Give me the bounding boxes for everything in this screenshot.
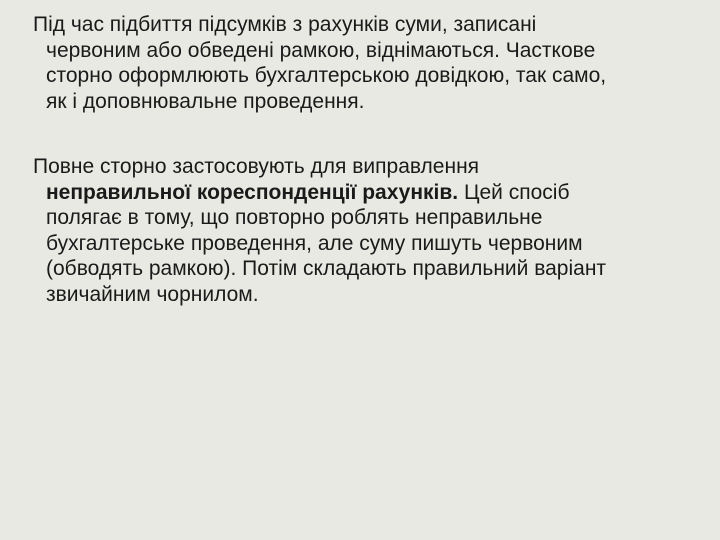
- paragraph-partial-storno: [33, 12, 701, 114]
- text-line: як і доповнювальне проведення.: [46, 89, 365, 113]
- text-line: бухгалтерське проведення, але суму пишуть червоним: [46, 231, 583, 255]
- text-fragment: Цей спосіб: [458, 180, 570, 204]
- text-line: червоним або обведені рамкою, віднімаються. Часткове: [46, 38, 596, 62]
- text-line: звичайним чорнилом.: [46, 282, 259, 306]
- text-line: [33, 180, 701, 206]
- text-line: (обводять рамкою). Потім складають правильний варіант: [46, 257, 607, 280]
- emphasized-term: неправильної кореспонденції рахунків.: [46, 180, 459, 204]
- text-line: Повне сторно застосовують для виправлення: [33, 155, 480, 178]
- paragraph-full-storno: [33, 154, 701, 307]
- text-line: сторно оформлюють бухгалтерською довідкою, так само,: [46, 64, 607, 87]
- text-line: Під час підбиття підсумків з рахунків суми, записані: [33, 13, 537, 36]
- text-line: полягає в тому, що повторно роблять неправильне: [46, 206, 543, 229]
